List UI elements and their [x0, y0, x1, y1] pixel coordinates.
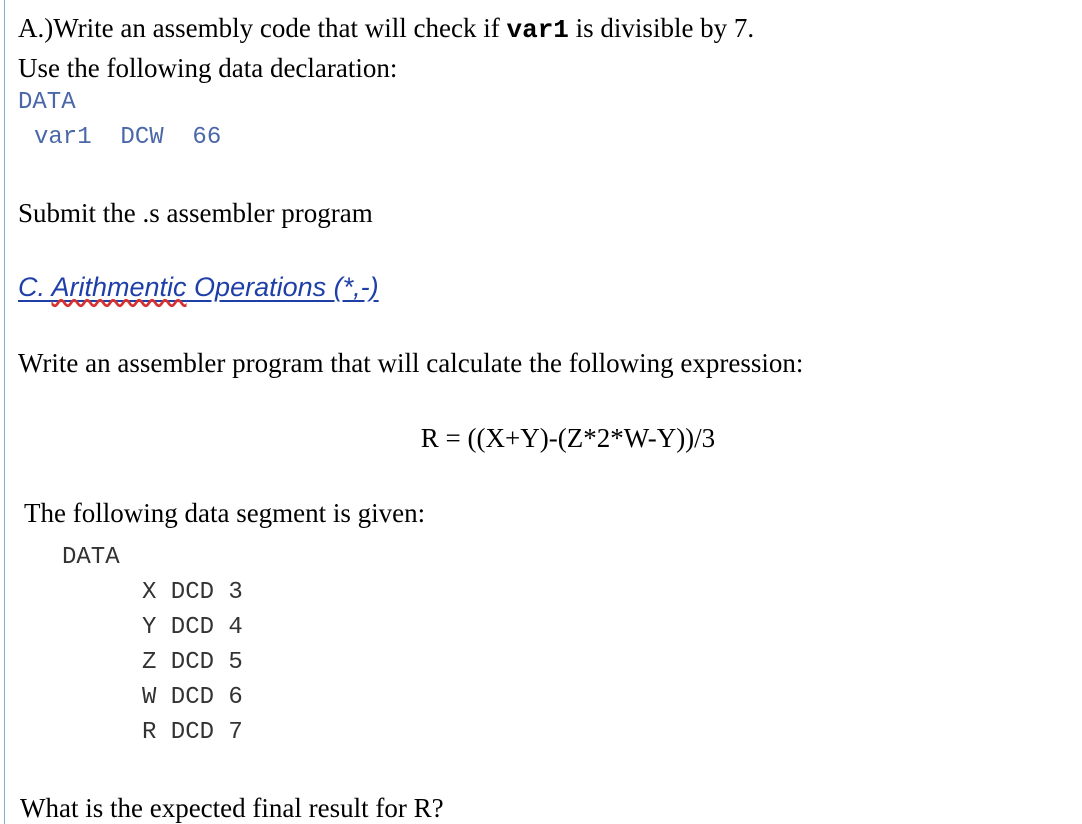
- section-a-instruction: Use the following data declaration:: [18, 53, 398, 83]
- section-c-heading-prefix: C.: [18, 272, 52, 302]
- final-question: What is the expected final result for R?: [20, 793, 444, 823]
- section-a-prompt-suffix: is divisible by 7.: [568, 13, 755, 43]
- section-c-data-keyword: DATA: [62, 544, 120, 571]
- section-a-data-line: var1 DCW 66: [34, 124, 222, 151]
- var1-code-word: var1: [506, 15, 569, 45]
- section-c-heading: [18, 271, 379, 303]
- expression-equation: R = ((X+Y)-(Z*2*W-Y))/3: [420, 423, 716, 453]
- data-line-y: Y DCD 4: [142, 614, 243, 641]
- data-line-x: X DCD 3: [142, 579, 243, 606]
- section-c-given: The following data segment is given:: [24, 498, 426, 528]
- data-line-r: R DCD 7: [142, 719, 243, 746]
- section-a-prompt: [18, 12, 754, 46]
- section-a-prompt-prefix: A.)Write an assembly code that will check if: [18, 13, 507, 43]
- left-margin-rule: [4, 0, 5, 824]
- section-c-heading-rest: Operations (*,-): [186, 272, 379, 302]
- section-a-data-keyword: DATA: [18, 89, 76, 116]
- data-line-w: W DCD 6: [142, 684, 243, 711]
- section-c-heading-misspelled-word: Arithmentic: [51, 272, 187, 302]
- section-c-instruction: Write an assembler program that will calculate the following expression:: [18, 348, 804, 378]
- data-line-z: Z DCD 5: [142, 649, 243, 676]
- section-a-submit: Submit the .s assembler program: [18, 198, 373, 228]
